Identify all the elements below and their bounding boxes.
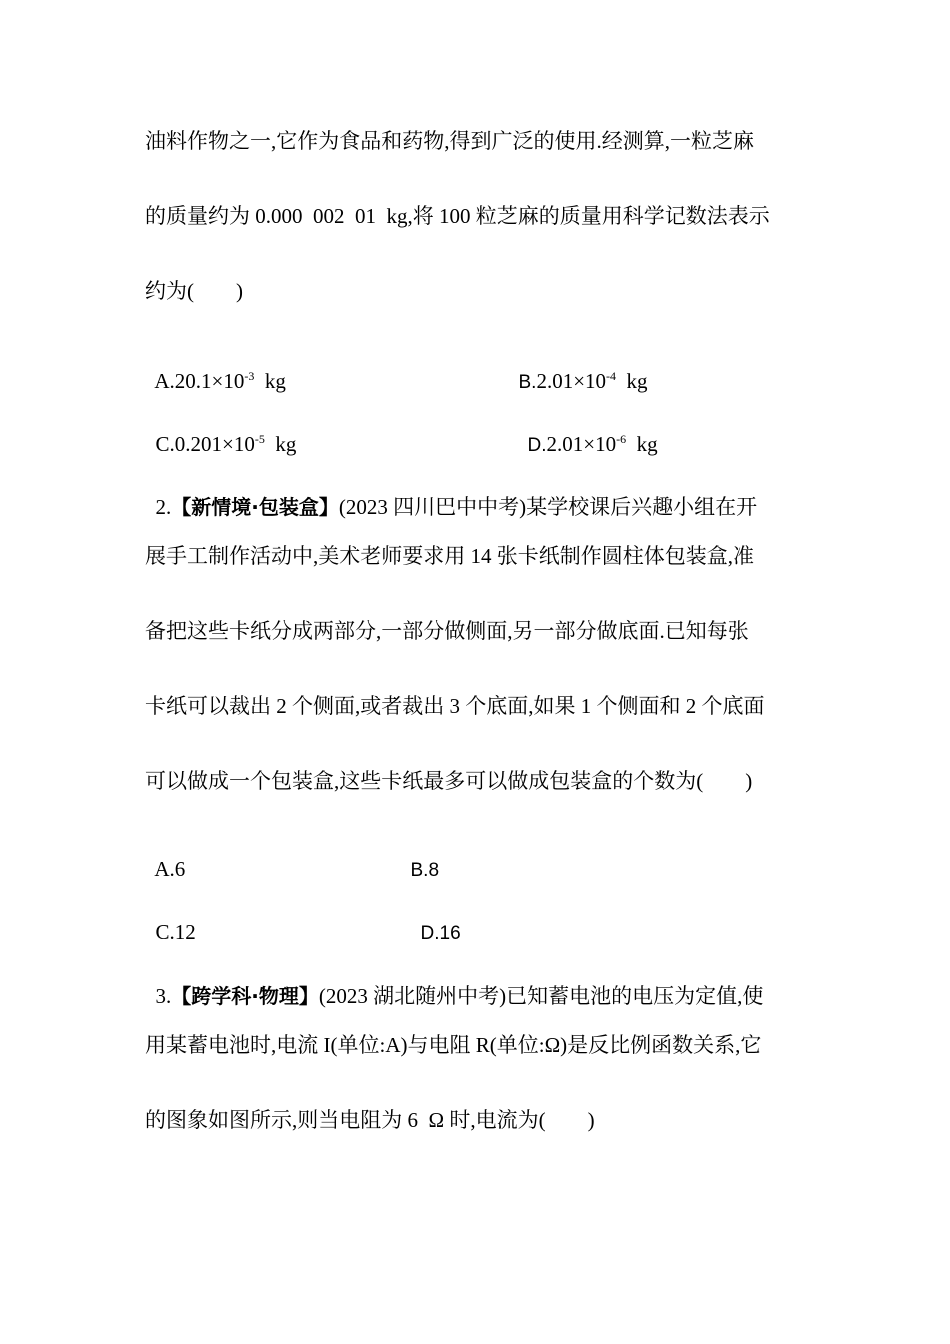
q2-option-c — [145, 893, 196, 945]
q2-option-a — [145, 830, 185, 882]
q2-line-4: 卡纸可以裁出 2 个侧面,或者裁出 3 个底面,如果 1 个侧面和 2 个底面 — [145, 694, 765, 718]
q1-option-d — [517, 405, 658, 459]
option-exponent: -5 — [254, 432, 265, 446]
q3-first-line-text: (2023 湖北随州中考)已知蓄电池的电压为定值,使 — [318, 984, 764, 1008]
option-unit: kg — [616, 369, 648, 393]
q1-option-b — [508, 342, 648, 396]
q1-line-2: 的质量约为 0.000 002 01 kg,将 100 粒芝麻的质量用科学记数法表示 — [145, 204, 770, 228]
option-letter: A. — [154, 857, 175, 881]
q2-option-b — [400, 830, 439, 884]
question-number: 2. — [155, 495, 172, 519]
q2-line-5: 可以做成一个包装盒,这些卡纸最多可以做成包装盒的个数为( ) — [145, 769, 753, 793]
option-letter: C. — [155, 920, 175, 944]
q1-line-3: 约为( ) — [145, 279, 243, 303]
q3-line-3: 的图象如图所示,则当电阻为 6 Ω 时,电流为( ) — [145, 1108, 595, 1132]
option-base: 2.01×10 — [546, 432, 617, 456]
option-letter: A. — [154, 369, 175, 393]
q3-line-1 — [145, 957, 763, 1009]
question-tag: 【新情境·包装盒】 — [171, 495, 339, 519]
option-base: 0.201×10 — [174, 432, 255, 456]
option-letter: B. — [518, 372, 537, 393]
option-unit: kg — [626, 432, 658, 456]
option-value: 6 — [174, 857, 186, 881]
q2-line-1 — [145, 468, 757, 520]
option-unit: kg — [254, 369, 286, 393]
option-exponent: -3 — [244, 369, 255, 383]
option-unit: kg — [264, 432, 297, 456]
option-value: 16 — [439, 923, 461, 944]
q2-line-2: 展手工制作活动中,美术老师要求用 14 张卡纸制作圆柱体包装盒,准 — [145, 544, 754, 568]
option-exponent: -6 — [616, 432, 627, 446]
option-base: 20.1×10 — [174, 369, 245, 393]
q1-option-c — [145, 405, 296, 457]
q2-line-3: 备把这些卡纸分成两部分,一部分做侧面,另一部分做底面.已知每张 — [145, 619, 749, 643]
option-value: 12 — [174, 920, 196, 944]
option-base: 2.01×10 — [536, 369, 607, 393]
option-letter: D. — [420, 923, 440, 944]
q2-first-line-text: (2023 四川巴中中考)某学校课后兴趣小组在开 — [338, 495, 758, 519]
q1-option-a — [145, 342, 286, 394]
q1-line-1: 油料作物之一,它作为食品和药物,得到广泛的使用.经测算,一粒芝麻 — [145, 129, 754, 153]
option-exponent: -4 — [606, 369, 617, 383]
option-letter: B. — [410, 860, 429, 881]
option-letter: D. — [527, 435, 547, 456]
option-letter: C. — [155, 432, 175, 456]
option-value: 8 — [428, 860, 440, 881]
q2-option-d — [410, 893, 461, 947]
q3-line-2: 用某蓄电池时,电流 I(单位:A)与电阻 R(单位:Ω)是反比例函数关系,它 — [145, 1033, 762, 1057]
question-tag: 【跨学科·物理】 — [171, 984, 319, 1008]
question-number: 3. — [155, 984, 172, 1008]
